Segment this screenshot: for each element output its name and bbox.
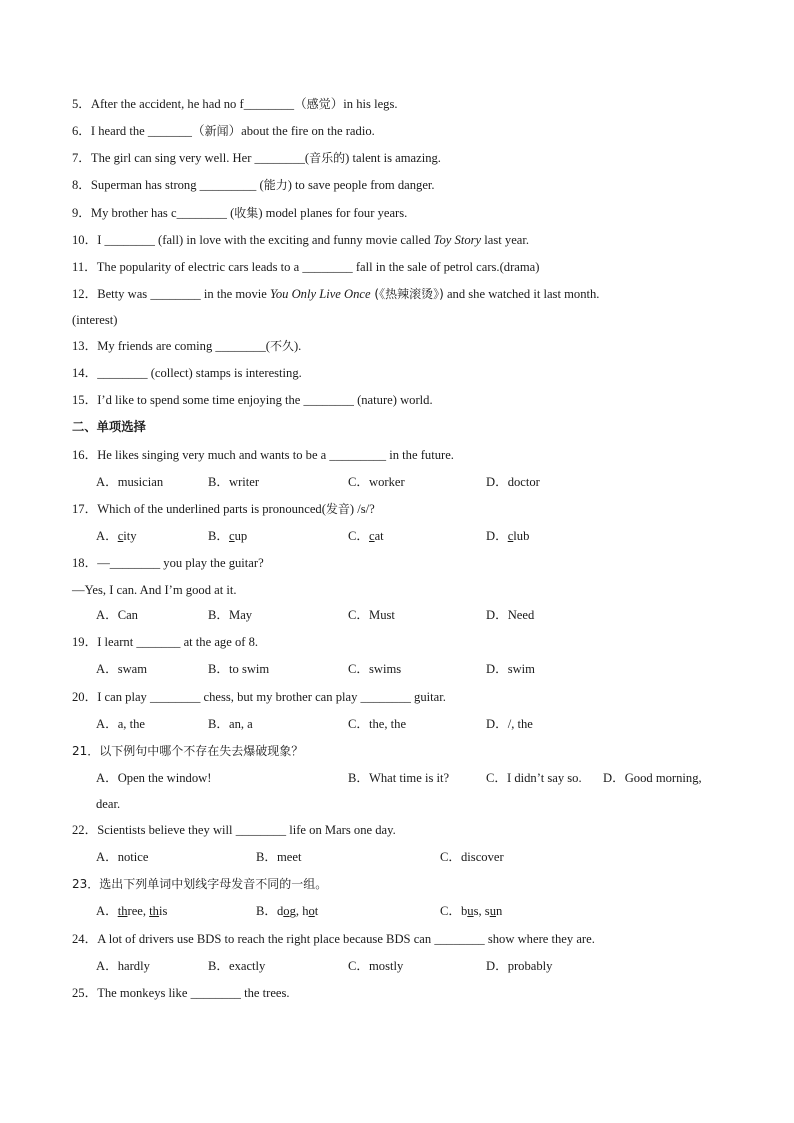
question-text: 23．选出下列单词中划线字母发音不同的一组。	[72, 877, 328, 891]
question-text: 8．Superman has strong _________ (	[72, 178, 264, 192]
option-d[interactable]: D．probably	[486, 959, 553, 973]
option-c[interactable]: C．mostly	[348, 959, 404, 973]
option-a[interactable]: A．notice	[96, 850, 149, 864]
question-12	[72, 285, 599, 303]
question-14	[72, 364, 302, 382]
question-text: 6．I heard the _______（	[72, 124, 205, 138]
question-text: 17．Which of the underlined parts is pronounced(	[72, 502, 326, 516]
question-13	[72, 337, 301, 355]
option-b[interactable]: B．an, a	[208, 717, 253, 731]
question-text: ) to save people from danger.	[287, 178, 435, 192]
option-d[interactable]: D．club	[486, 529, 530, 543]
movie-title: You Only Live Once	[269, 287, 371, 301]
question-text: ) /s/?	[349, 502, 375, 516]
option-c[interactable]: C．worker	[348, 475, 405, 489]
chinese-hint: 感觉	[306, 97, 331, 111]
option-c[interactable]: C．cat	[348, 529, 384, 543]
options-21	[0, 769, 794, 787]
question-22: 22．Scientists believe they will ________ life on Mars one day.	[72, 823, 396, 837]
chinese-hint: (《热辣滚烫》)	[370, 287, 444, 301]
chinese-hint: 能力	[263, 178, 288, 192]
option-d[interactable]: D．/, the	[486, 717, 533, 731]
question-20: 20．I can play ________ chess, but my brother can play ________ guitar.	[72, 690, 446, 704]
option-a[interactable]: A．three, this	[96, 904, 168, 918]
option-b[interactable]: B．What time is it?	[348, 771, 450, 785]
chinese-hint: 发音	[325, 502, 350, 516]
question-text: last year.	[481, 233, 530, 247]
option-b[interactable]: B．May	[208, 608, 253, 622]
option-d[interactable]: D．Need	[486, 608, 535, 622]
question-text: 7．The girl can sing very well. Her ________(	[72, 151, 310, 165]
option-d[interactable]: D．swim	[486, 662, 535, 676]
question-text: 14．________ (collect) stamps is interesting.	[72, 366, 302, 380]
option-c[interactable]: C．the, the	[348, 717, 407, 731]
question-8	[72, 176, 435, 194]
question-text: 13．My friends are coming ________(	[72, 339, 270, 353]
option-d-continuation: dear.	[96, 797, 121, 811]
question-18-reply: —Yes, I can. And I’m good at it.	[72, 583, 237, 597]
option-a[interactable]: A．a, the	[96, 717, 145, 731]
options-19	[0, 660, 794, 678]
options-16	[0, 473, 794, 491]
question-5	[72, 95, 398, 113]
option-a[interactable]: A．hardly	[96, 959, 150, 973]
chinese-hint: 不久	[269, 339, 294, 353]
question-18: 18．—________ you play the guitar?	[72, 556, 264, 570]
chinese-hint: 新闻	[204, 124, 229, 138]
question-text: 15．I’d like to spend some time enjoying the ________ (nature) world.	[72, 393, 433, 407]
option-c[interactable]: C．discover	[440, 850, 504, 864]
question-10	[72, 231, 529, 249]
option-a[interactable]: A．city	[96, 529, 137, 543]
question-text: 12．Betty was ________ in the movie	[72, 287, 270, 301]
question-19: 19．I learnt _______ at the age of 8.	[72, 635, 259, 649]
question-6	[72, 122, 375, 140]
option-a[interactable]: A．Open the window!	[96, 771, 212, 785]
option-b[interactable]: B．meet	[256, 850, 302, 864]
question-text: ）about the fire on the radio.	[228, 124, 375, 138]
question-text: 9．My brother has c________ (	[72, 206, 235, 220]
options-24	[0, 957, 794, 975]
question-12-continuation: (interest)	[72, 313, 118, 327]
option-a[interactable]: A．musician	[96, 475, 164, 489]
question-21	[72, 742, 303, 760]
question-text: 10．I ________ (fall) in love with the exciting and funny movie called	[72, 233, 434, 247]
movie-title: Toy Story	[433, 233, 482, 247]
question-text: ) talent is amazing.	[345, 151, 441, 165]
option-c[interactable]: C．swims	[348, 662, 402, 676]
option-c[interactable]: C．bus, sun	[440, 904, 503, 918]
question-text: ).	[293, 339, 302, 353]
question-24: 24．A lot of drivers use BDS to reach the right place because BDS can ________ show where they are.	[72, 932, 595, 946]
option-a[interactable]: A．Can	[96, 608, 138, 622]
question-text: 21．以下例句中哪个不存在失去爆破现象？	[72, 744, 304, 758]
option-b[interactable]: B．exactly	[208, 959, 266, 973]
question-text: 5．After the accident, he had no f________（	[72, 97, 307, 111]
question-16: 16．He likes singing very much and wants to be a _________ in the future.	[72, 448, 454, 462]
options-22	[0, 848, 794, 866]
question-text: 11．The popularity of electric cars leads to a ________ fall in the sale of petrol cars.(drama)	[72, 260, 540, 274]
options-20	[0, 715, 794, 733]
options-17	[0, 527, 794, 545]
option-d[interactable]: D．doctor	[486, 475, 540, 489]
question-text: ) model planes for four years.	[258, 206, 408, 220]
question-text: ）in his legs.	[330, 97, 398, 111]
option-a[interactable]: A．swam	[96, 662, 148, 676]
question-23	[72, 875, 327, 893]
question-7	[72, 149, 441, 167]
options-23	[0, 902, 794, 920]
question-25: 25．The monkeys like ________ the trees.	[72, 986, 290, 1000]
options-18	[0, 606, 794, 624]
question-17	[72, 500, 375, 518]
question-11	[72, 258, 539, 276]
chinese-hint: 音乐的	[309, 151, 346, 165]
option-b[interactable]: B．to swim	[208, 662, 270, 676]
option-c[interactable]: C．I didn’t say so.	[486, 771, 582, 785]
option-b[interactable]: B．dog, hot	[256, 904, 319, 918]
question-15	[72, 391, 433, 409]
option-b[interactable]: B．writer	[208, 475, 260, 489]
chinese-hint: 收集	[234, 206, 259, 220]
question-9	[72, 204, 407, 222]
option-d[interactable]: D．Good morning,	[603, 771, 702, 785]
option-c[interactable]: C．Must	[348, 608, 395, 622]
section-heading: 二、单项选择	[72, 420, 146, 434]
question-text: and she watched it last month.	[443, 287, 600, 301]
option-b[interactable]: B．cup	[208, 529, 248, 543]
